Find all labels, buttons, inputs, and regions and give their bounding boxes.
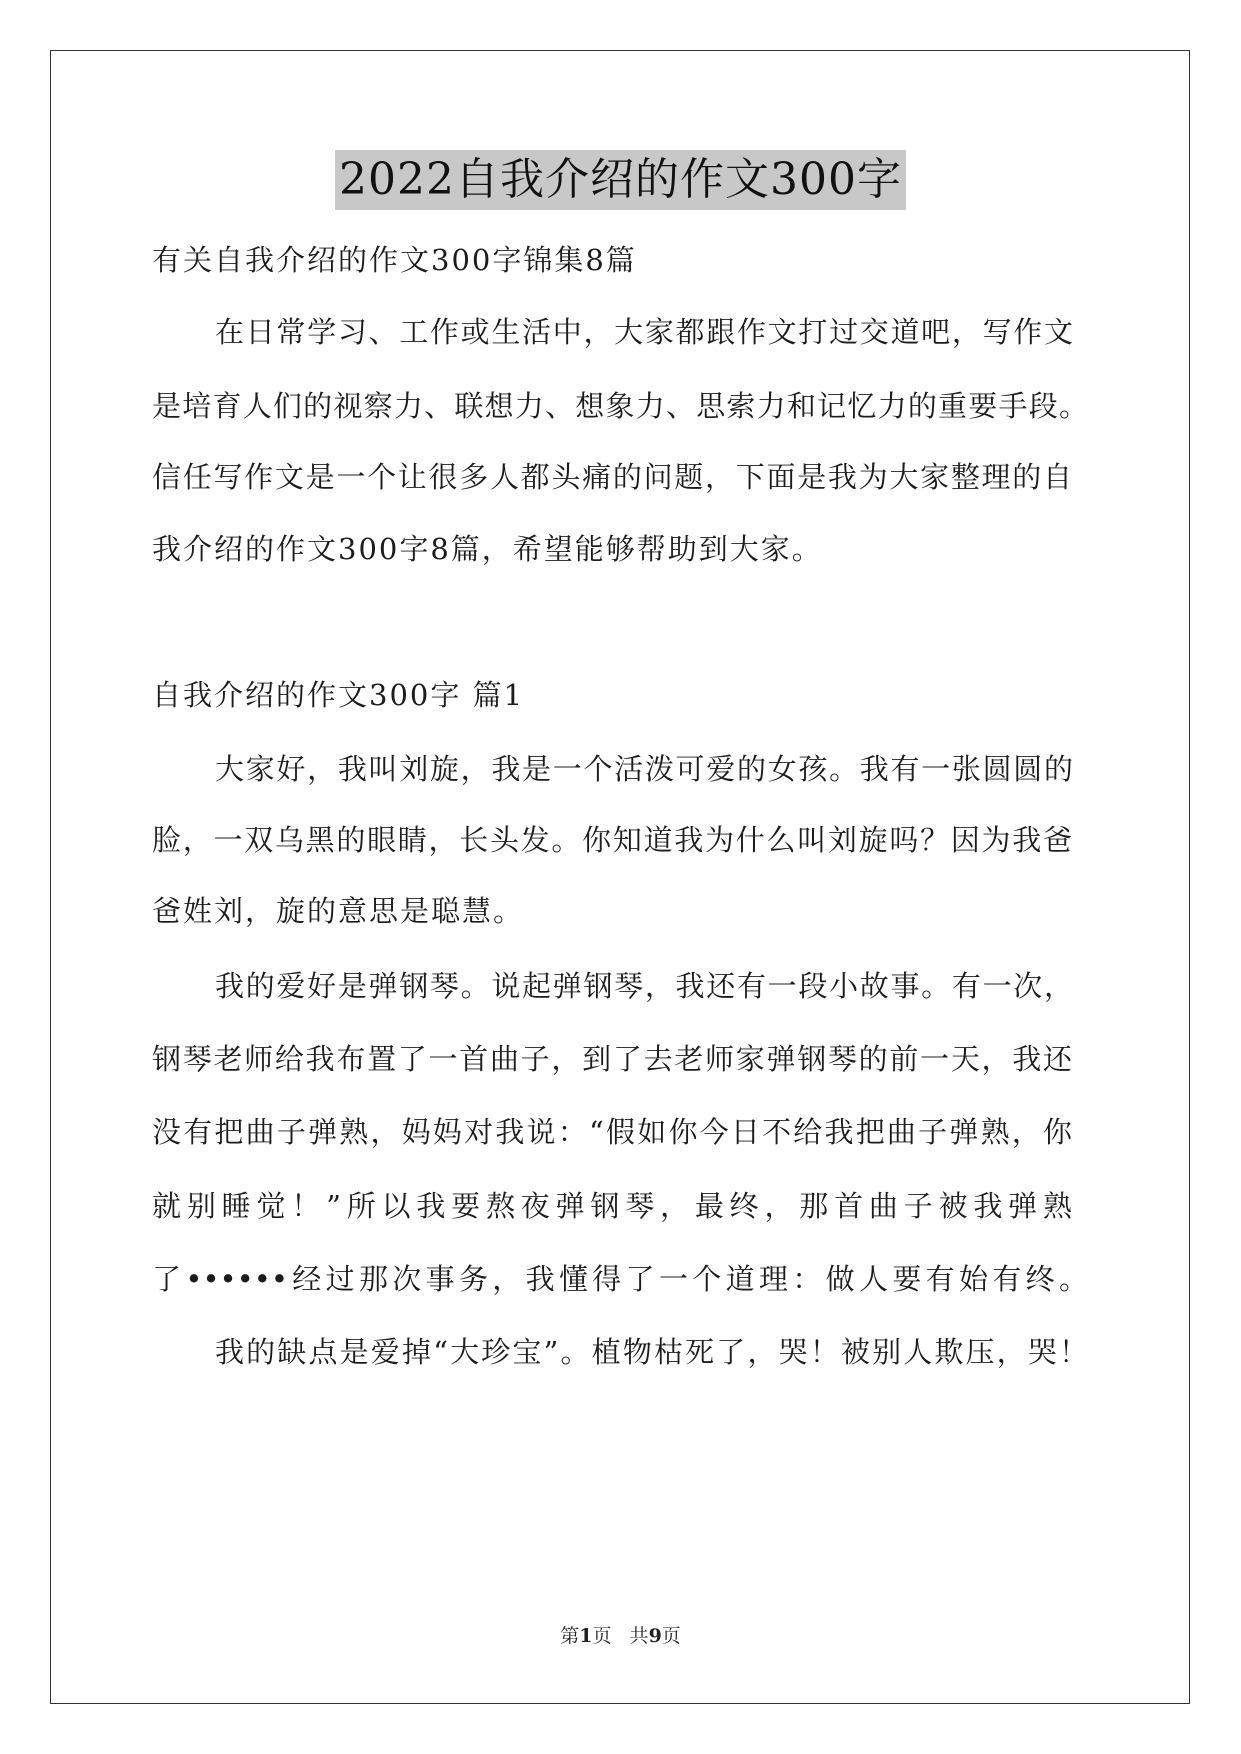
subtitle: 有关自我介绍的作文300字锦集8篇	[152, 243, 637, 277]
document-title: 2022自我介绍的作文300字	[335, 150, 906, 210]
intro-line: 信任写作文是一个让很多人都头痛的问题，下面是我为大家整理的自	[152, 460, 1072, 494]
page-border	[50, 50, 1190, 1704]
paragraph-line: 钢琴老师给我布置了一首曲子，到了去老师家弹钢琴的前一天，我还	[152, 1042, 1072, 1076]
section-heading: 自我介绍的作文300字 篇1	[152, 678, 525, 712]
footer-page-prefix: 第	[560, 1625, 580, 1647]
footer-page-mid: 页 共	[592, 1625, 649, 1647]
footer-page-suffix: 页	[661, 1625, 681, 1647]
paragraph-line: 我的爱好是弹钢琴。说起弹钢琴，我还有一段小故事。有一次，	[215, 969, 1073, 1003]
intro-line: 是培育人们的视察力、联想力、想象力、思索力和记忆力的重要手段。	[152, 389, 1088, 423]
footer-page-total: 9	[648, 1625, 662, 1647]
paragraph-line: 大家好，我叫刘旋，我是一个活泼可爱的女孩。我有一张圆圆的	[215, 752, 1073, 786]
paragraph-line: 我的缺点是爱掉“大珍宝”。植物枯死了，哭！被别人欺压，哭！	[215, 1335, 1088, 1369]
paragraph-line: 了••••••经过那次事务，我懂得了一个道理：做人要有始有终。	[152, 1262, 1088, 1296]
paragraph-line: 脸，一双乌黑的眼睛，长头发。你知道我为什么叫刘旋吗？因为我爸	[152, 823, 1072, 857]
paragraph-line: 就别睡觉！”所以我要熬夜弹钢琴，最终，那首曲子被我弹熟	[152, 1189, 1072, 1223]
paragraph-line: 爸姓刘，旋的意思是聪慧。	[152, 894, 525, 928]
footer-page-current: 1	[579, 1625, 593, 1647]
paragraph-line: 没有把曲子弹熟，妈妈对我说：“假如你今日不给我把曲子弹熟，你	[152, 1115, 1072, 1149]
page-footer	[0, 1623, 1241, 1649]
intro-line: 在日常学习、工作或生活中，大家都跟作文打过交道吧，写作文	[215, 315, 1073, 349]
title-container	[0, 150, 1241, 210]
intro-line: 我介绍的作文300字8篇，希望能够帮助到大家。	[152, 532, 823, 566]
